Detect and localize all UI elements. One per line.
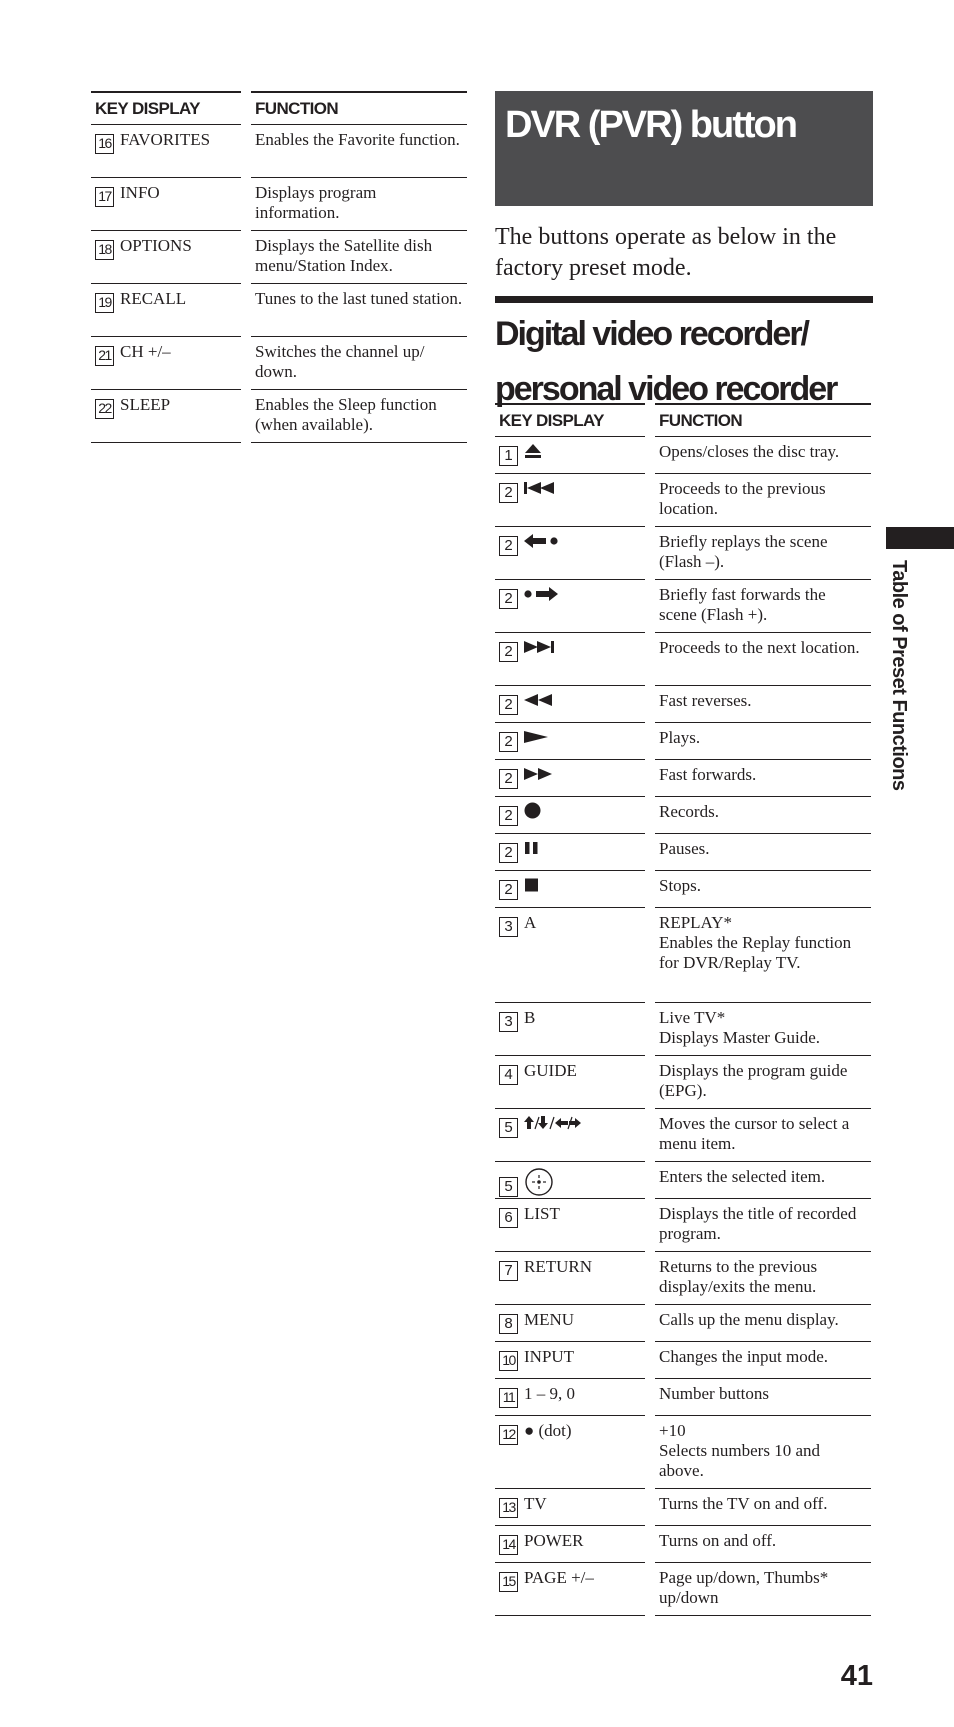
key-label: MENU — [524, 1310, 575, 1329]
table-row — [495, 1162, 871, 1199]
dvr-section-title: DVR (PVR) button — [505, 104, 796, 146]
key-label: CH +/– — [120, 342, 171, 361]
function-cell: Number buttons — [655, 1379, 871, 1416]
key-display-cell — [495, 1252, 645, 1305]
table-row — [495, 1489, 871, 1526]
key-number-badge: 19 — [95, 293, 114, 313]
table-row — [91, 284, 467, 337]
fast-forward-icon — [524, 766, 556, 786]
table-row — [495, 1305, 871, 1342]
table-row — [495, 908, 871, 1003]
key-label: TV — [524, 1494, 547, 1513]
key-display-cell — [91, 231, 241, 284]
eject-icon — [524, 443, 542, 464]
key-number-badge: 16 — [95, 134, 114, 154]
table-row — [495, 834, 871, 871]
table-row — [495, 633, 871, 686]
key-number-badge: 2 — [499, 536, 518, 556]
table-row — [495, 1056, 871, 1109]
function-cell: Displays the program guide (EPG). — [655, 1056, 871, 1109]
table-row — [91, 390, 467, 443]
key-number-badge: 3 — [499, 917, 518, 937]
key-label: FAVORITES — [120, 130, 211, 149]
key-number-badge: 2 — [499, 589, 518, 609]
function-cell: Calls up the menu display. — [655, 1305, 871, 1342]
table-row — [495, 1563, 871, 1616]
function-cell: Displays the Satellite dish menu/Station Index. — [251, 231, 467, 284]
key-display-cell — [495, 1162, 645, 1199]
table-row — [495, 1416, 871, 1489]
function-cell: Moves the cursor to select a menu item. — [655, 1109, 871, 1162]
side-tab-label: Table of Preset Functions — [888, 560, 910, 791]
key-number-badge: 2 — [499, 732, 518, 752]
function-cell: Displays the title of recorded program. — [655, 1199, 871, 1252]
header-key-display: KEY DISPLAY — [495, 403, 645, 437]
key-number-badge: 2 — [499, 843, 518, 863]
rewind-icon — [524, 692, 556, 712]
key-display-cell — [495, 686, 645, 723]
key-number-badge: 2 — [499, 769, 518, 789]
table-row — [91, 178, 467, 231]
right-key-table — [495, 403, 871, 1616]
function-cell: Enables the Sleep function (when available). — [251, 390, 467, 443]
table-row — [91, 125, 467, 178]
key-label: B — [524, 1008, 536, 1027]
arrows-icon — [524, 1115, 582, 1135]
function-cell: REPLAY* Enables the Replay function for DVR/Replay TV. — [655, 908, 871, 1003]
function-cell: Changes the input mode. — [655, 1342, 871, 1379]
function-cell: Displays program information. — [251, 178, 467, 231]
key-display-cell — [495, 1342, 645, 1379]
key-display-cell — [495, 834, 645, 871]
key-display-cell — [495, 633, 645, 686]
key-number-badge: 13 — [499, 1498, 518, 1518]
key-display-cell — [495, 1305, 645, 1342]
table-row — [495, 580, 871, 633]
key-number-badge: 17 — [95, 187, 114, 207]
key-label: INPUT — [524, 1347, 575, 1366]
enter-icon — [524, 1167, 554, 1202]
key-display-cell — [91, 390, 241, 443]
function-cell: Plays. — [655, 723, 871, 760]
key-label: SLEEP — [120, 395, 171, 414]
key-number-badge: 2 — [499, 642, 518, 662]
table-row — [495, 437, 871, 474]
key-display-cell — [495, 1416, 645, 1489]
key-display-cell — [495, 1526, 645, 1563]
key-number-badge: 22 — [95, 399, 114, 419]
side-tab-marker — [886, 527, 954, 549]
key-number-badge: 3 — [499, 1012, 518, 1032]
function-cell: Fast forwards. — [655, 760, 871, 797]
key-label: ● (dot) — [524, 1421, 572, 1440]
key-display-cell — [495, 1109, 645, 1162]
function-cell: Proceeds to the next location. — [655, 633, 871, 686]
function-cell: Briefly fast forwards the scene (Flash +). — [655, 580, 871, 633]
key-label: RECALL — [120, 289, 187, 308]
section-rule — [495, 296, 873, 303]
key-number-badge: 21 — [95, 346, 114, 366]
table-row — [495, 1342, 871, 1379]
skip-next-icon — [524, 639, 560, 659]
function-cell: Fast reverses. — [655, 686, 871, 723]
table-row — [495, 1003, 871, 1056]
page-number: 41 — [840, 1660, 873, 1692]
key-number-badge: 6 — [499, 1208, 518, 1228]
flash-plus-icon — [524, 586, 560, 607]
key-number-badge: 14 — [499, 1535, 518, 1555]
key-label: RETURN — [524, 1257, 592, 1276]
header-function: FUNCTION — [655, 403, 871, 437]
table-row — [495, 760, 871, 797]
section-title: Digital video recorder/ personal video recorder — [495, 315, 837, 408]
table-row — [495, 686, 871, 723]
table-row — [495, 1252, 871, 1305]
intro-text: The buttons operate as below in the factory preset mode. — [495, 224, 837, 281]
table-row — [495, 797, 871, 834]
key-number-badge: 8 — [499, 1314, 518, 1334]
table-row — [495, 1199, 871, 1252]
header-key-display: KEY DISPLAY — [91, 91, 241, 125]
record-icon — [524, 802, 541, 824]
function-cell: Enters the selected item. — [655, 1162, 871, 1199]
table-row — [91, 337, 467, 390]
function-cell: Page up/down, Thumbs* up/down — [655, 1563, 871, 1616]
key-number-badge: 18 — [95, 240, 114, 260]
key-number-badge: 15 — [499, 1572, 518, 1592]
key-number-badge: 5 — [499, 1118, 518, 1138]
key-number-badge: 4 — [499, 1065, 518, 1085]
key-number-badge: 5 — [499, 1177, 518, 1197]
key-display-cell — [495, 437, 645, 474]
key-display-cell — [495, 908, 645, 1003]
key-label: INFO — [120, 183, 160, 202]
key-display-cell — [495, 1056, 645, 1109]
key-number-badge: 10 — [499, 1351, 518, 1371]
dvr-section-banner — [495, 91, 873, 206]
key-label: GUIDE — [524, 1061, 577, 1080]
key-label: 1 – 9, 0 — [524, 1384, 575, 1403]
table-row — [495, 723, 871, 760]
table-row — [91, 231, 467, 284]
key-display-cell — [495, 723, 645, 760]
function-cell: Opens/closes the disc tray. — [655, 437, 871, 474]
function-cell: Tunes to the last tuned station. — [251, 284, 467, 337]
key-display-cell — [495, 871, 645, 908]
table-row — [495, 474, 871, 527]
key-display-cell — [495, 760, 645, 797]
table-row — [495, 1109, 871, 1162]
function-cell: Switches the channel up/ down. — [251, 337, 467, 390]
function-cell: Records. — [655, 797, 871, 834]
table-row — [495, 1379, 871, 1416]
key-display-cell — [495, 1199, 645, 1252]
header-function: FUNCTION — [251, 91, 467, 125]
key-display-cell — [495, 527, 645, 580]
key-display-cell — [495, 1489, 645, 1526]
table-row — [495, 1526, 871, 1563]
function-cell: Pauses. — [655, 834, 871, 871]
function-cell: +10 Selects numbers 10 and above. — [655, 1416, 871, 1489]
key-number-badge: 11 — [499, 1388, 518, 1408]
function-cell: Turns on and off. — [655, 1526, 871, 1563]
key-label: OPTIONS — [120, 236, 192, 255]
table-row — [495, 527, 871, 580]
function-cell: Returns to the previous display/exits the menu. — [655, 1252, 871, 1305]
key-display-cell — [495, 1003, 645, 1056]
key-number-badge: 7 — [499, 1261, 518, 1281]
key-display-cell — [91, 284, 241, 337]
key-number-badge: 2 — [499, 806, 518, 826]
key-display-cell — [495, 580, 645, 633]
flash-minus-icon — [524, 533, 560, 554]
key-label: POWER — [524, 1531, 584, 1550]
function-cell: Proceeds to the previous location. — [655, 474, 871, 527]
key-display-cell — [495, 797, 645, 834]
key-label: PAGE +/– — [524, 1568, 594, 1587]
play-icon — [524, 729, 550, 749]
key-display-cell — [495, 1563, 645, 1616]
key-number-badge: 12 — [499, 1425, 518, 1445]
stop-icon — [524, 877, 539, 897]
key-display-cell — [91, 178, 241, 231]
skip-previous-icon — [524, 480, 560, 500]
left-key-table — [91, 91, 467, 443]
function-cell: Briefly replays the scene (Flash –). — [655, 527, 871, 580]
key-number-badge: 2 — [499, 695, 518, 715]
pause-icon — [524, 840, 540, 860]
key-display-cell — [91, 125, 241, 178]
key-number-badge: 1 — [499, 446, 518, 466]
key-display-cell — [91, 337, 241, 390]
key-display-cell — [495, 474, 645, 527]
key-number-badge: 2 — [499, 483, 518, 503]
key-number-badge: 2 — [499, 880, 518, 900]
function-cell: Turns the TV on and off. — [655, 1489, 871, 1526]
function-cell: Live TV* Displays Master Guide. — [655, 1003, 871, 1056]
function-cell: Enables the Favorite function. — [251, 125, 467, 178]
function-cell: Stops. — [655, 871, 871, 908]
key-label: LIST — [524, 1204, 560, 1223]
table-row — [495, 871, 871, 908]
key-display-cell — [495, 1379, 645, 1416]
key-label: A — [524, 913, 537, 932]
